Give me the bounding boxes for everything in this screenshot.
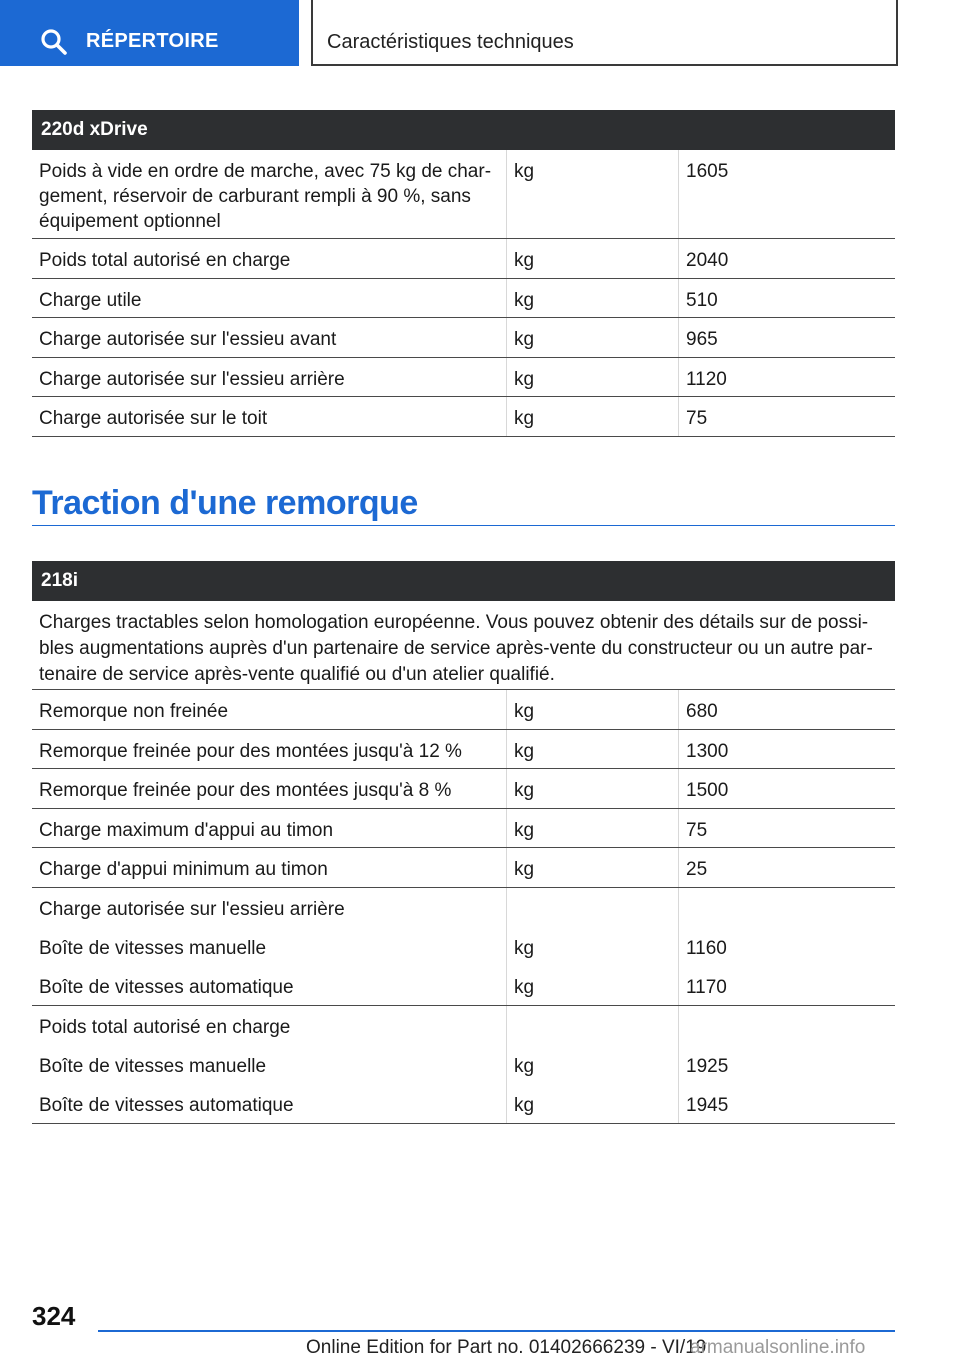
row-value: 2040 [686,250,729,271]
row-label: Remorque non freinée [39,701,229,722]
section-divider [32,525,895,526]
table-row [32,239,895,279]
table-row [32,769,895,809]
table-row [32,318,895,358]
row-unit: kg [514,780,535,801]
row-label: Boîte de vitesses automatique [39,1095,294,1116]
row-unit: kg [514,1095,535,1116]
row-label: Charge utile [39,290,142,311]
row-value: 1170 [686,977,727,998]
row-label: Poids à vide en ordre de marche, avec 75 kg de char- gement, réservoir de carburant rempli à 90 %, sans équipement optionnel [39,161,492,232]
table-row [32,279,895,318]
row-value: 1605 [686,161,729,182]
row-label: Charge autorisée sur le toit [39,408,268,429]
row-value: 1160 [686,938,727,959]
row-unit: kg [514,369,535,390]
group-label: Charge autorisée sur l'essieu arrière [39,899,345,920]
row-value: 1945 [686,1095,729,1116]
row-value: 75 [686,408,708,429]
index-button-label: RÉPERTOIRE [86,30,219,52]
row-value: 510 [686,290,718,311]
section-heading: Traction d'une remorque [32,484,418,522]
row-unit: kg [514,1056,535,1077]
row-label: Charge autorisée sur l'essieu arrière [39,369,345,390]
index-button[interactable] [0,0,299,66]
table-row [32,848,895,888]
table-row [32,809,895,848]
row-value: 1500 [686,780,729,801]
row-value: 965 [686,329,718,350]
search-icon [40,28,68,56]
table-group-row [32,1006,895,1124]
row-label: Remorque freinée pour des montées jusqu'à 8 % [39,780,452,801]
table-intro-row [32,601,895,690]
row-unit: kg [514,250,535,271]
row-unit: kg [514,161,535,182]
row-label: Charge d'appui minimum au timon [39,859,328,880]
row-value: 1120 [686,369,727,390]
row-unit: kg [514,701,535,722]
table-row [32,150,895,239]
towing-table [32,561,895,1124]
row-value: 75 [686,820,708,841]
row-unit: kg [514,977,535,998]
table-header: 218i [32,561,895,601]
row-label: Poids total autorisé en charge [39,250,291,271]
table-row [32,730,895,769]
footer-divider [98,1330,895,1332]
row-label: Boîte de vitesses manuelle [39,938,267,959]
table-row [32,358,895,397]
row-unit: kg [514,859,535,880]
row-value: 1925 [686,1056,729,1077]
row-unit: kg [514,820,535,841]
watermark-text: armanualsonline.info [690,1337,866,1358]
row-unit: kg [514,408,535,429]
chapter-title: Caractéristiques techniques [327,31,574,53]
table-intro: Charges tractables selon homologation européenne. Vous pouvez obtenir des détails sur de possi- bles augmentations auprès d'un partenaire de service après-vente du constructeur ou un autre par- tenaire de service après-vente qualifié ou d'un atelier qualifié. [39,612,873,685]
row-label: Remorque freinée pour des montées jusqu'à 12 % [39,741,462,762]
table-header: 220d xDrive [32,110,895,150]
row-unit: kg [514,290,535,311]
table-group-row [32,888,895,1006]
row-value: 25 [686,859,708,880]
group-label: Poids total autorisé en charge [39,1017,291,1038]
row-value: 1300 [686,741,729,762]
row-unit: kg [514,329,535,350]
row-unit: kg [514,741,535,762]
row-unit: kg [514,938,535,959]
table-row [32,690,895,730]
section-title-box [311,0,898,66]
row-label: Boîte de vitesses automatique [39,977,294,998]
table-row [32,397,895,437]
edition-text: Online Edition for Part no. 01402666239 - VI/19 [306,1337,707,1358]
row-label: Charge autorisée sur l'essieu avant [39,329,337,350]
row-label: Boîte de vitesses manuelle [39,1056,267,1077]
page-number: 324 [32,1301,76,1331]
row-label: Charge maximum d'appui au timon [39,820,334,841]
weights-table [32,110,895,437]
top-bar [0,0,960,66]
row-value: 680 [686,701,718,722]
